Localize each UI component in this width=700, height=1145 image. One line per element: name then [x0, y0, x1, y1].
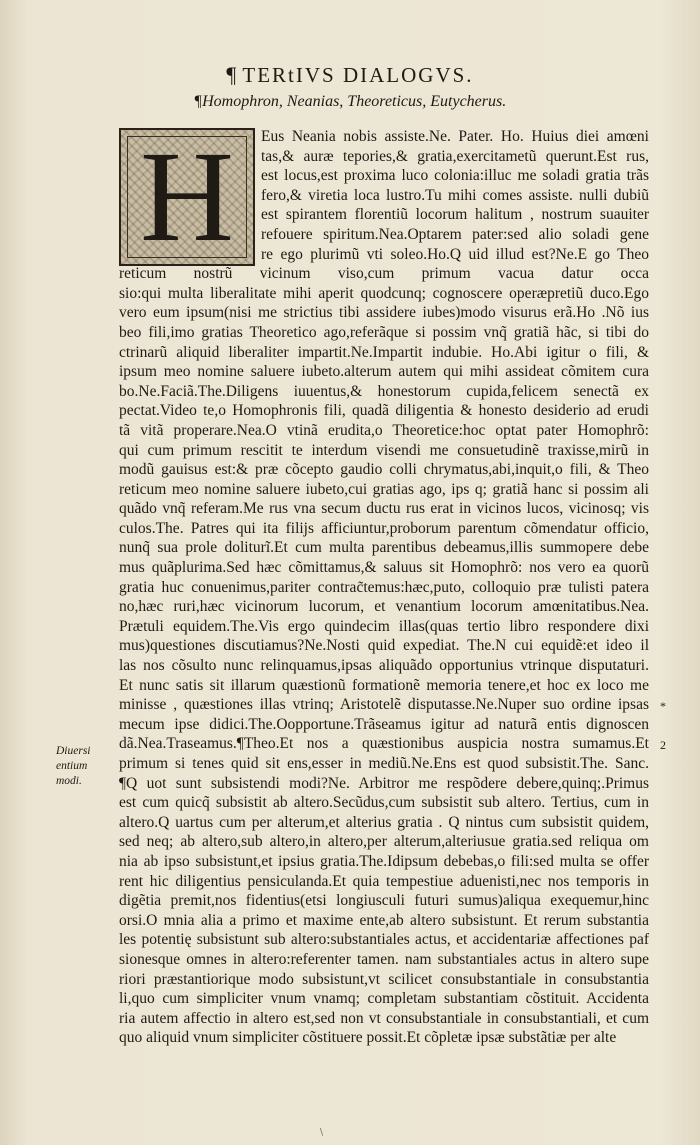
- text-line: tas,& auræ tepories,& gratia,exercitametũ querunt.Est rus,: [261, 147, 649, 165]
- text-line: fero,& viretia loca lustro.Tu mihi comes assiste. nulli dubiũ: [261, 186, 649, 204]
- text-line: reticum meo nomine saluere iubeto,cui gratias ago, ips q; gratiã hanc si possim ali: [119, 480, 649, 498]
- text-line: vero eum ipsum(nisi me strictius tibi assidere iubes)modo visurus erã.Ho .Nõ ius: [119, 304, 649, 322]
- text-line: est locus,est proxima luco colonia:illuc me soladi gratia trãs: [261, 167, 649, 185]
- text-line: primum si tenes quid sit ens,esser in mediũ.Ne.Ens est quod subsistit.The. Sanc.: [119, 755, 649, 772]
- text-line: no,hæc ruri,hæc vicinorum lucorum, et venantium locorum amœnitatibus.Nea.: [119, 598, 649, 616]
- text-line: sionesque omnes in altero:referenter tamen. nam substantiales actus in altero supe: [119, 950, 649, 968]
- running-heading: [0, 62, 700, 88]
- text-line: orsi.O mnia alia a primo et maxime ente,ab altero subsistunt. Et rerum substantia: [119, 911, 649, 929]
- text-line: est cum quicq̃ subsistit ab altero.Secũdus,cum subsistit sub altero. Tertius, cum in: [119, 794, 649, 812]
- text-line: las nos cõsulto nunc relinquamus,ipsas aliquãdo opportunius vtrinque disputaturi.: [119, 657, 649, 675]
- heading-title: TERtIVS DIALOGVS.: [242, 63, 474, 87]
- margin-note: [56, 744, 116, 789]
- text-line: nunq̃ sua prole doliturĩ.Et cum multa parentibus debeamus,illis summopere debe: [119, 539, 649, 557]
- text-line: sed neq; ab altero,sub altero,in altero,per alterum,alteriusue gratia.sed reliqua om: [119, 833, 649, 851]
- footer-mark: \: [320, 1128, 324, 1138]
- text-line: tã vitã properare.Nea.O vtinã erudita,o Theoretice:hoc optat pater Homophrõ:: [119, 421, 649, 439]
- text-line: gratia huc conuenimus,pariter contrac̃temus:hæc,puto, colloquio præ tulisti patera: [119, 578, 649, 596]
- text-line: Et nunc satis sit illarum quæstionũ formationẽ memoria tenere,et hoc ex loco me: [119, 676, 649, 694]
- text-line: ¶Q uot sunt subsistendi modi?Ne. Arbitror me respõdere debere,quinq;.Primus: [119, 774, 649, 792]
- text-line: altero.Q uartus cum per alterum,et alterius gratia . Q nintus cum subsistit quidem,: [119, 813, 649, 831]
- text-line: digẽtia premit,nos fidentius(etsi longiusculi futuri sumus)aliqua exequemur,hinc: [119, 892, 649, 910]
- margin-note-line: modi.: [56, 775, 82, 787]
- text-line: mus)questiones discutiamus?Ne.Nosti quid expediat. The.N cui equidẽ:et ideo il: [119, 637, 649, 655]
- speakers-line: ¶Homophron, Neanias, Theoreticus, Eutycherus.: [193, 93, 507, 110]
- text-line: refouere spiritum.Nea.Optarem pater:sed alio soladi gene: [261, 225, 649, 243]
- dialogue-text-block: [119, 127, 649, 1048]
- text-line: qui cum primum rescitit te interdum visendi me consuetudinẽ traxisse,mirũ in: [119, 441, 649, 459]
- text-line: culos.The. Patres qui ita filijs afficiuntur,proborum parentum cõmendatur officio,: [119, 519, 649, 537]
- text-line: mus quãplurima.Sed hæc cõmittamus,& saluus sit Homophrõ: nos vero ea quorũ: [119, 559, 649, 577]
- text-line: modũ gauisus est:& præ cõcepto gaudio colli chrymatus,abi,inquit,o fili, & Theo: [119, 461, 649, 479]
- margin-mark: 2: [660, 738, 666, 752]
- text-line: ctrinarũ aliquid liberaliter impartit.Ne.Impartit indubie. Ho.Abi igitur o fili, &: [119, 343, 649, 361]
- text-line: sio:qui multa liberalitate mihi aperit quodcunq; cognoscere operæpretiũ duco.Ego: [119, 284, 649, 302]
- margin-note-line: entium: [56, 760, 88, 772]
- text-line: les potentię subsistunt sub altero:substantiales actus, et accidentariæ affectiones paf: [119, 931, 649, 949]
- text-line: quo aliquid vnum simpliciter cõstituere possit.Et cõpletæ ipsæ substãtiæ per alte: [119, 1029, 617, 1047]
- margin-mark: *: [660, 699, 666, 713]
- margin-note-line: Diuersi: [56, 745, 91, 757]
- text-line: est spirantem florentiũ locorum halitum , nostrum suauiter: [261, 206, 649, 224]
- text-line: re ego plurimũ vti soleo.Ho.Q uid illud est?Ne.E go Theo: [261, 245, 649, 263]
- text-line: quãdo vnq̃ referam.Me rus vna secum ductu rus erat in vicinos lucos, vicinosq; vis: [119, 500, 649, 518]
- text-line: beo fili,imo gratias Theoretico ago,referãque si possim vnq̃ gratiã hãc, si tibi do: [119, 323, 649, 341]
- initial-letter: H: [140, 128, 234, 266]
- pilcrow-mark: ¶: [226, 62, 239, 87]
- text-line: Prætuli equidem.The.Vis ergo quindecim illas(quas tertio libro respondere dixi: [119, 617, 649, 635]
- text-line: mecum ipse didici.The.Oopportune.Trãseamus igitur ad naturã entis dignoscen: [119, 715, 649, 733]
- text-line: nia ab ipso subsistunt,et ipsius gratia.The.Idipsum debebas,o fili:sed multa se offer: [119, 852, 649, 870]
- text-line: ipsum meo nomine saluere iubeto.alterum autem qui mihi assideat cõmitem cura: [119, 363, 649, 381]
- text-line: rent hic diligentius pensiculanda.Et quia tempestiue aduenisti,nec nos temporis in: [119, 872, 649, 890]
- text-line: ria autem affectio in altero est,sed non vt consubstantiale in consubstantiali, et cum: [119, 1009, 649, 1027]
- text-line: bo.Ne.Faciã.The.Diligens iuuentus,& honestorum cupida,felicem senectã ex: [119, 382, 649, 400]
- text-line: dã.Nea.Traseamus.¶Theo.Et nos a quæstionibus auspicia nostra sumamus.Et: [119, 735, 649, 753]
- text-line: riori præstantiorique modo subsistunt,vt scilicet consubstantiale in consubstantia: [119, 970, 649, 988]
- text-line: Eus Neania nobis assiste.Ne. Pater. Ho. Huius diei amœni: [261, 128, 649, 145]
- text-line: minisse , quæstiones illas vtrinq; Aristotelẽ disputasse.Ne.Nuper suo ordine ipsas: [119, 696, 649, 714]
- text-line: reticum nostrũ vicinum viso,cum primum vacua datur occa: [119, 265, 649, 283]
- text-line: li,quo cum simpliciter vnum vnamq; completam substantiam cõstituit. Accidenta: [119, 990, 649, 1008]
- text-line: pectat.Video te,o Homophronis fili, quadã diligentia & honesto desiderio ad erudi: [119, 402, 649, 420]
